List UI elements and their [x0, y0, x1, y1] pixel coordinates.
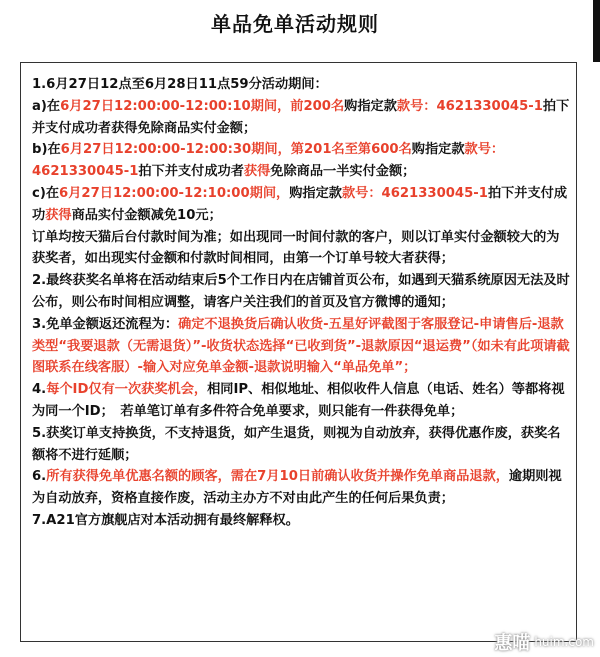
rule-text-segment: 逾期则视为自动放弃，资格直接作废，活动主办方不对由此产生的任何后果负责；: [32, 469, 562, 507]
rule-text-segment: 拍下并支付成功者: [138, 164, 244, 180]
rule-paragraph: [32, 74, 572, 96]
rule-paragraph: [32, 270, 572, 314]
rule-paragraph: [32, 314, 572, 379]
rule-text-segment: 款号：4621330045-1: [396, 98, 543, 114]
rule-paragraph: [32, 96, 572, 140]
rule-text-segment: 2.最终获奖名单将在活动结束后5个工作日内在店铺首页公布，如遇到天猫系统原因无法及时公布，则公布时间相应调整，请客户关注我们的首页及官方微博的通知；: [32, 273, 570, 310]
rule-text-segment: 6月27日12:00:00-12:10:00期间，: [59, 185, 290, 201]
rule-text-segment: c)在: [32, 185, 60, 201]
rule-text-segment: 6月27日12:00:00-12:00:10期间，前200名: [60, 98, 345, 114]
rule-paragraph: [32, 379, 572, 423]
rule-text-segment: 购指定款: [411, 142, 465, 158]
watermark-brand: 惠喵: [494, 633, 531, 654]
page-title: 单品免单活动规则: [211, 12, 379, 36]
rule-text-segment: 购指定款: [289, 185, 342, 201]
rule-text-segment: 商品实付金额减免10元；: [71, 207, 222, 223]
rule-text-segment: 订单均按天猫后台付款时间为准；如出现同一时间付款的客户，则以订单实付金额较大的为获奖者，如出现实付金额和付款时间相同，由第一个订单号较大者获得；: [32, 229, 560, 267]
rule-paragraph: [32, 139, 572, 183]
rule-text-segment: 购指定款: [344, 98, 397, 114]
rule-text-segment: 7.A21官方旗舰店对本活动拥有最终解释权。: [32, 512, 299, 528]
rule-text-segment: 拍下并支付成功: [32, 185, 568, 223]
rule-text-segment: 款号：4621330045-1: [32, 142, 505, 180]
rule-paragraph: [32, 423, 572, 467]
watermark-site: huim.com: [534, 635, 594, 649]
rule-text-segment: 相同IP、相似地址、相似收件人信息（电话、姓名）等都将视为同一个ID； 若单笔订单有多件符合免单要求，则只能有一件获得免单；: [32, 382, 565, 419]
rule-paragraph: [32, 510, 572, 532]
rule-text-segment: 拍下并支付成功者获得免除商品实付金额；: [32, 98, 570, 136]
rule-text-segment: 1.6月27日12点至6月28日11点59分活动期间：: [32, 77, 328, 92]
rule-text-segment: 款号：4621330045-1: [341, 185, 488, 201]
rule-text-segment: 确定不退换货后确认收货-五星好评截图于客服登记-申请售后-退款类型“我要退款（无需退货）”-收货状态选择“已收到货”-退款原因“退运费”（如未有此项请截图联系在线客服）-输入对应免单金额-退款说明输入“单品免单”；: [32, 316, 570, 376]
rule-text-segment: 获得: [243, 164, 271, 180]
rule-text-segment: 6月27日12:00:00-12:00:30期间，第201名至第600名: [60, 142, 412, 158]
rule-text-segment: 6.: [32, 469, 47, 485]
rule-text-segment: 所有获得免单优惠名额的顾客，需在7月10日前确认收货并操作免单商品退款，: [46, 469, 509, 485]
rule-text-segment: 免除商品一半实付金额；: [270, 164, 416, 180]
rule-paragraph: [32, 227, 572, 271]
rule-text-segment: a)在: [32, 98, 61, 114]
rule-text-segment: 获得: [45, 207, 72, 223]
rule-text-segment: 每个ID仅有一次获奖机会，: [46, 382, 208, 398]
watermark: [494, 629, 594, 655]
rule-text-segment: b)在: [32, 142, 61, 158]
rule-text-segment: 5.获奖订单支持换货，不支持退货，如产生退货，则视为自动放弃，获得优惠作废，获奖名额将不进行延顺；: [32, 425, 561, 463]
edge-bar: [593, 0, 600, 62]
rules-content: [32, 74, 572, 532]
rule-paragraph: [32, 466, 572, 510]
rule-paragraph: [32, 183, 572, 227]
rule-text-segment: 3.免单金额返还流程为：: [32, 316, 179, 332]
rule-text-segment: 4.: [32, 382, 47, 398]
